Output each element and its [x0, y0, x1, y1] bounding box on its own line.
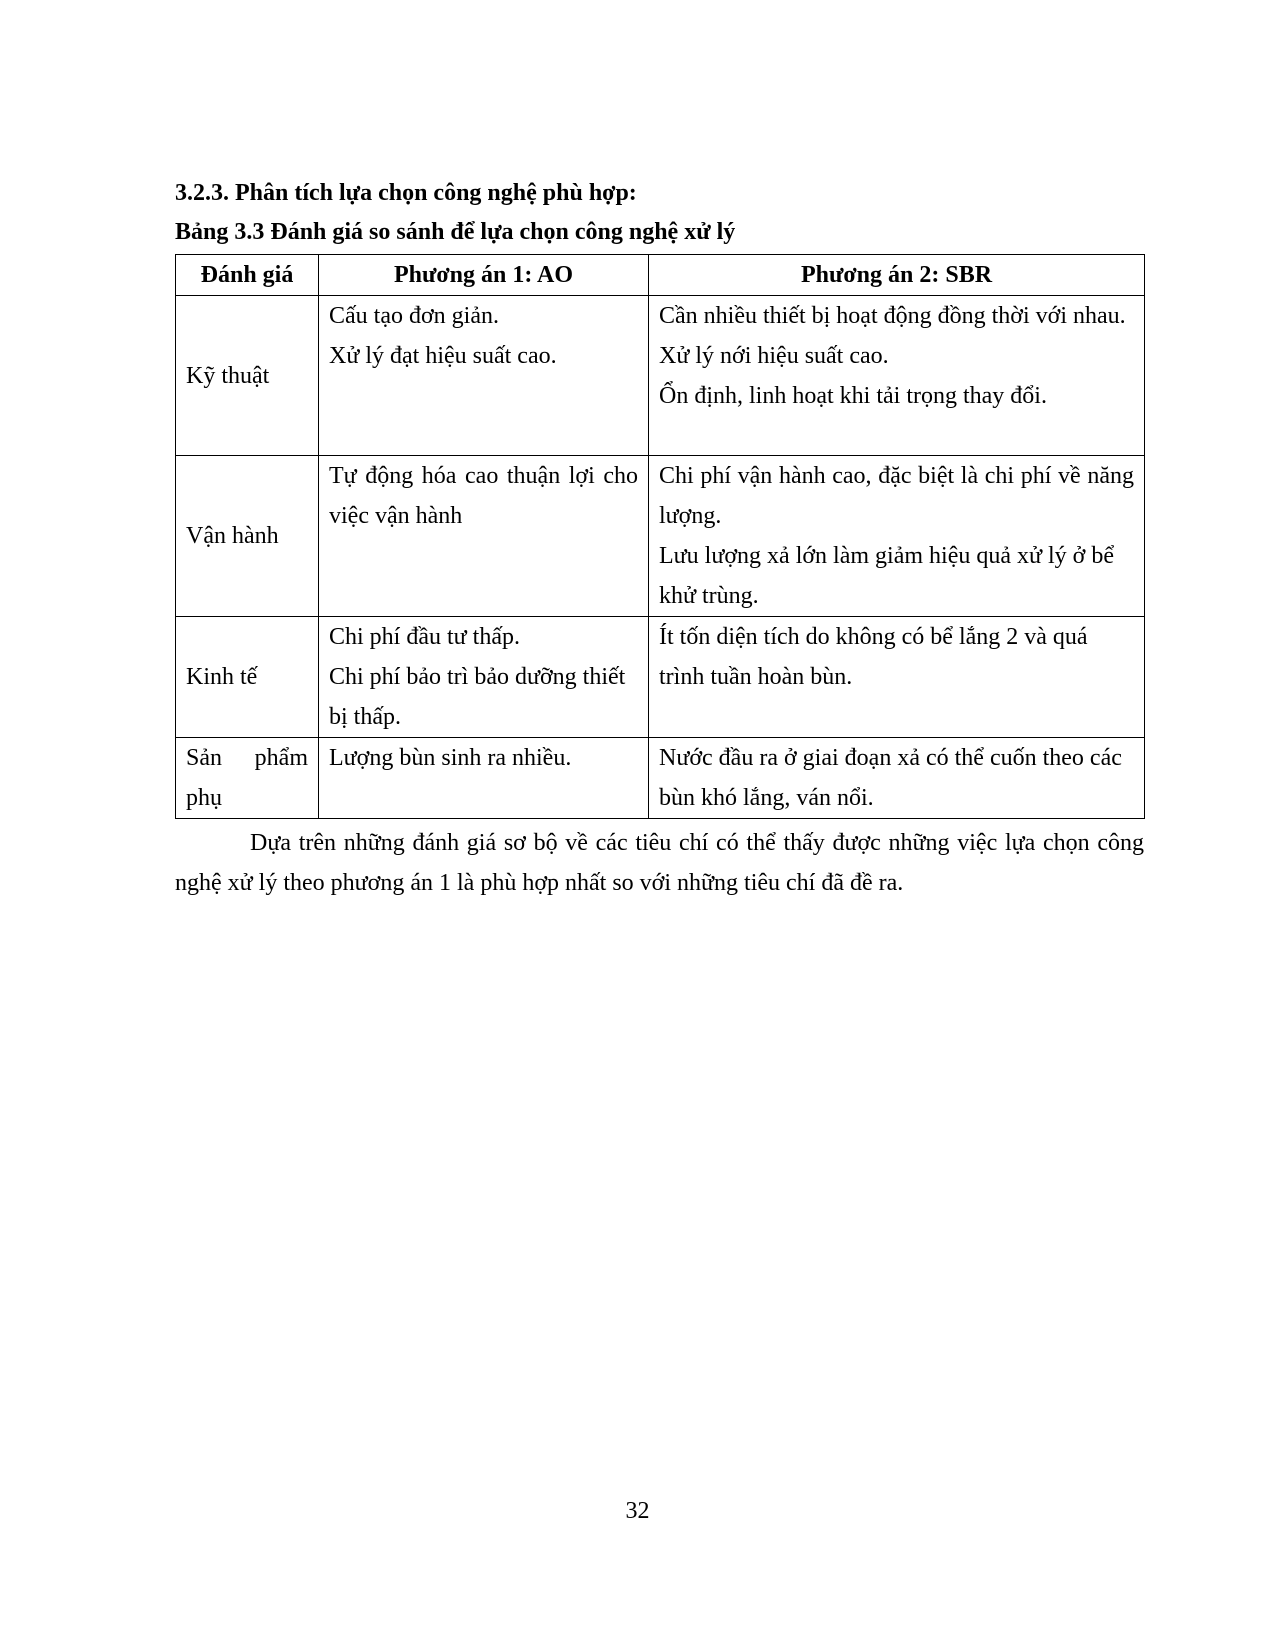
cell-text: Chi phí vận hành cao, đặc biệt là chi phí về năng lượng. — [659, 463, 1134, 529]
table-row — [176, 617, 1145, 738]
cell-text: Cần nhiều thiết bị hoạt động đồng thời với nhau. — [659, 303, 1126, 329]
cell-text: Ít tốn diện tích do không có bể lắng 2 và quá trình tuần hoàn bùn. — [659, 624, 1088, 690]
table-row — [176, 738, 1145, 819]
cell-text: Xử lý nới hiệu suất cao. — [659, 343, 889, 369]
option-2-cell — [649, 617, 1145, 738]
cell-text: Cấu tạo đơn giản. — [329, 303, 499, 329]
table-caption: Bảng 3.3 Đánh giá so sánh để lựa chọn công nghệ xử lý — [175, 219, 736, 245]
criterion-cell: Kinh tế — [176, 617, 319, 738]
criterion-cell: Sản phẩm phụ — [176, 738, 319, 819]
table-header-row — [176, 255, 1145, 296]
cell-text: Nước đầu ra ở giai đoạn xả có thể cuốn theo các bùn khó lắng, ván nổi. — [659, 745, 1122, 811]
header-option-1: Phương án 1: AO — [319, 255, 649, 296]
page-number: 32 — [625, 1498, 650, 1524]
cell-text: Tự động hóa cao thuận lợi cho việc vận hành — [329, 463, 638, 529]
criterion-cell: Vận hành — [176, 456, 319, 617]
option-1-cell — [319, 738, 649, 819]
cell-text: Chi phí bảo trì bảo dưỡng thiết bị thấp. — [329, 664, 626, 730]
section-heading: 3.2.3. Phân tích lựa chọn công nghệ phù hợp: — [175, 180, 637, 206]
option-1-cell — [319, 456, 649, 617]
cell-text: Ổn định, linh hoạt khi tải trọng thay đổi. — [659, 383, 1047, 409]
option-2-cell — [649, 296, 1145, 456]
cell-text: Xử lý đạt hiệu suất cao. — [329, 343, 557, 369]
cell-text: Chi phí đầu tư thấp. — [329, 624, 520, 650]
option-2-cell — [649, 738, 1145, 819]
header-option-2: Phương án 2: SBR — [649, 255, 1145, 296]
cell-text: Lưu lượng xả lớn làm giảm hiệu quả xử lý ở bể khử trùng. — [659, 543, 1115, 609]
table-row — [176, 456, 1145, 617]
cell-text: Lượng bùn sinh ra nhiều. — [329, 745, 572, 771]
criterion-cell: Kỹ thuật — [176, 296, 319, 456]
option-2-cell — [649, 456, 1145, 617]
header-criterion: Đánh giá — [176, 255, 319, 296]
option-1-cell — [319, 296, 649, 456]
table-row — [176, 296, 1145, 456]
comparison-table — [175, 254, 1145, 819]
conclusion-paragraph: Dựa trên những đánh giá sơ bộ về các tiêu chí có thể thấy được những việc lựa chọn công nghệ xử lý theo phương án 1 là phù hợp nhất so với những tiêu chí đã đề ra. — [175, 830, 1144, 896]
option-1-cell — [319, 617, 649, 738]
